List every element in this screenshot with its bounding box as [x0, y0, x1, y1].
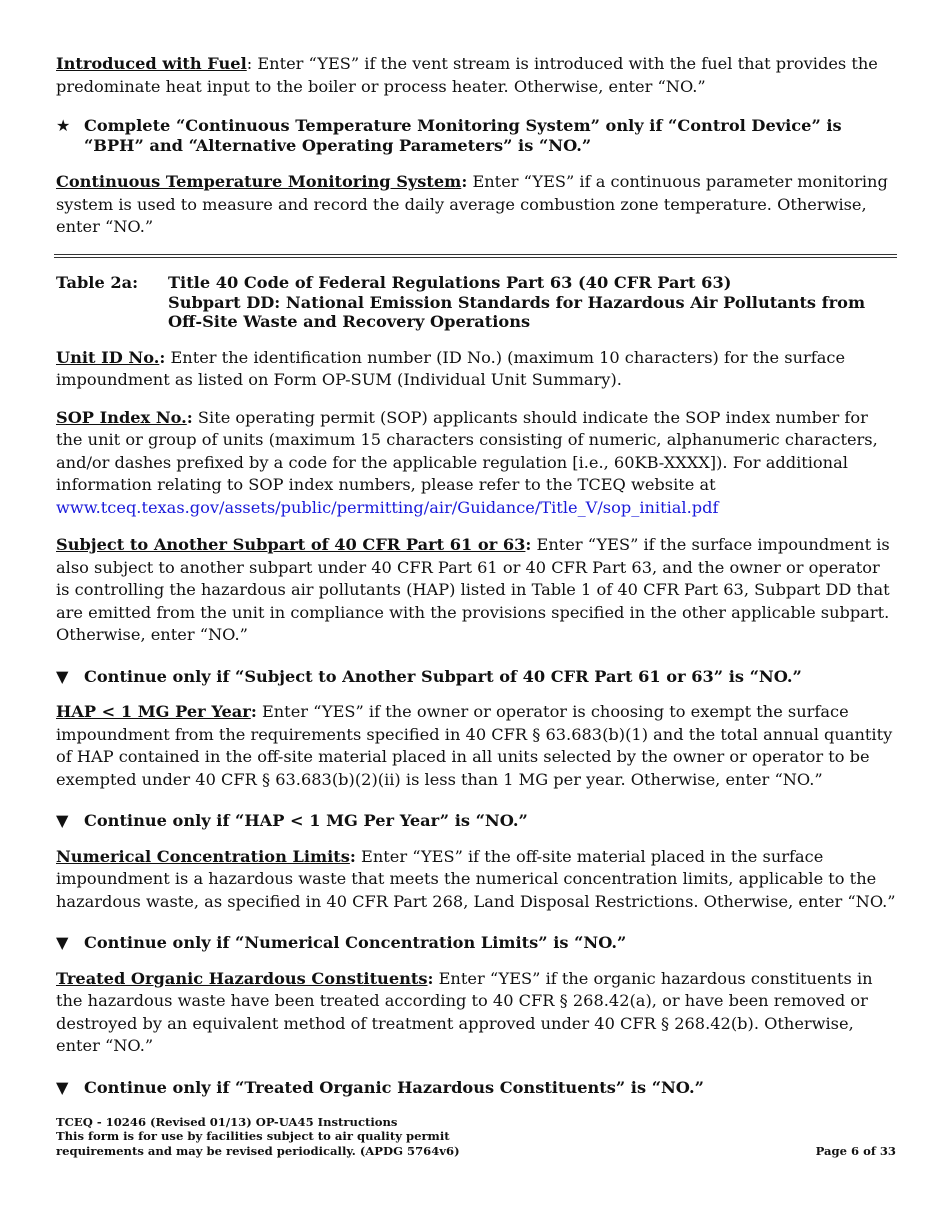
- table-heading: [56, 273, 896, 332]
- triangle-down-icon: ▼: [56, 811, 69, 830]
- term-introduced-with-fuel: Introduced with Fuel: [56, 54, 247, 73]
- hap-text: Enter “YES” if the owner or operator is choosing to exempt the surface impoundment from the requirements specified in 40 CFR § 63.683(b)(1) and the total annual quantity of HAP contained in the off-site material placed in all units selected by the owner or operator to be exempted under 40 CFR § 63.683(b)(2)(ii) is less than 1 MG per year. Otherwise, enter “NO.”: [56, 702, 893, 789]
- another-subpart-colon: :: [525, 535, 532, 554]
- triangle-down-icon: ▼: [56, 933, 69, 952]
- table-title: [168, 273, 865, 332]
- bullet-hap-text: Continue only if “HAP < 1 MG Per Year” is “NO.”: [84, 811, 528, 830]
- term-unit-id: Unit ID No.: [56, 347, 160, 367]
- table-2a-section: [56, 273, 896, 1097]
- footer-revision-note: requirements and may be revised periodically. (APDG 5764v6): [56, 1143, 460, 1158]
- triangle-down-icon: ▼: [56, 1077, 69, 1097]
- page-number: Page 6 of 33: [815, 1143, 896, 1158]
- table-title-line3: Off-Site Waste and Recovery Operations: [168, 312, 531, 331]
- table-label: Table 2a:: [56, 273, 139, 292]
- bullet-treated: [56, 1078, 896, 1098]
- term-hap: HAP < 1 MG Per Year: [56, 702, 251, 721]
- document-page: [56, 53, 896, 239]
- ctms-text: Enter “YES” if a continuous parameter monitoring system is used to measure and record the daily average combustion zone temperature. Otherwise, enter “NO.”: [56, 172, 888, 236]
- sop-index-text: Site operating permit (SOP) applicants should indicate the SOP index number for the unit or group of units (maximum 15 characters consisting of numeric, alphanumeric characters, and/or dashes prefixed by a code for the applicable regulation [i.e., 60KB-XXXX]). For additional information relating to SOP index numbers, please refer to the TCEQ website at: [56, 407, 878, 494]
- unit-id-paragraph: [56, 347, 896, 392]
- numerical-paragraph: [56, 846, 896, 914]
- term-sop-index: SOP Index No.: [56, 407, 187, 427]
- bullet-another-text: Continue only if “Subject to Another Subpart of 40 CFR Part 61 or 63” is “NO.”: [84, 666, 802, 686]
- bullet-ctms: [56, 116, 896, 155]
- term-another-subpart: Subject to Another Subpart of 40 CFR Part 61 or 63: [56, 535, 526, 554]
- table-title-line2: Subpart DD: National Emission Standards for Hazardous Air Pollutants from: [168, 292, 866, 312]
- star-icon: ★: [56, 116, 71, 135]
- bullet-numerical-text: Continue only if “Numerical Concentration Limits” is “NO.”: [84, 933, 627, 952]
- term-treated: Treated Organic Hazardous Constituents: [56, 968, 428, 988]
- ctms-paragraph: [56, 171, 896, 239]
- bullet-another-subpart: [56, 667, 896, 687]
- treated-colon: :: [427, 968, 434, 988]
- sop-index-paragraph: [56, 407, 896, 520]
- treated-text: Enter “YES” if the organic hazardous constituents in the hazardous waste have been treated according to 40 CFR § 268.42(a), or have been removed or destroyed by an equivalent method of treatment approved under 40 CFR § 268.42(b). Otherwise, enter “NO.”: [56, 968, 873, 1055]
- bullet-numerical: [56, 933, 896, 953]
- introduced-with-fuel-paragraph: [56, 53, 896, 98]
- another-subpart-text: Enter “YES” if the surface impoundment is also subject to another subpart under 40 CFR Part 61 or 40 CFR Part 63, and the owner or operator is controlling the hazardous air pollutants (HAP) listed in Table 1 of 40 CFR Part 63, Subpart DD that are emitted from the unit in compliance with the provisions specified in the other applicable subpart. Otherwise, enter “NO.”: [56, 535, 890, 644]
- term-numerical: Numerical Concentration Limits: [56, 846, 350, 866]
- sop-guidance-link[interactable]: www.tceq.texas.gov/assets/public/permitting/air/Guidance/Title_V/sop_initial.pdf: [56, 497, 719, 517]
- triangle-down-icon: ▼: [56, 666, 69, 686]
- another-subpart-paragraph: [56, 534, 896, 647]
- introduced-with-fuel-text: : Enter “YES” if the vent stream is introduced with the fuel that provides the predominate heat input to the boiler or process heater. Otherwise, enter “NO.”: [56, 54, 878, 96]
- hap-paragraph: [56, 701, 896, 791]
- numerical-colon: :: [349, 846, 356, 866]
- page-footer: [56, 1115, 896, 1158]
- bullet-hap: [56, 811, 896, 831]
- table-title-line1: Title 40 Code of Federal Regulations Part 63 (40 CFR Part 63): [168, 273, 732, 292]
- sop-index-colon: :: [186, 407, 193, 427]
- numerical-text: Enter “YES” if the off-site material placed in the surface impoundment is a hazardous waste that meets the numerical concentration limits, applicable to the hazardous waste, as specified in 40 CFR Part 268, Land Disposal Restrictions. Otherwise, enter “NO.”: [56, 846, 896, 911]
- section-divider: [54, 254, 897, 258]
- hap-colon: :: [250, 702, 257, 721]
- ctms-colon: :: [461, 172, 468, 191]
- term-ctms: Continuous Temperature Monitoring System: [56, 172, 462, 191]
- treated-paragraph: [56, 968, 896, 1058]
- footer-usage-note: This form is for use by facilities subject to air quality permit: [56, 1129, 450, 1144]
- bullet-treated-text: Continue only if “Treated Organic Hazardous Constituents” is “NO.”: [84, 1077, 704, 1097]
- unit-id-colon: :: [159, 347, 166, 367]
- unit-id-text: Enter the identification number (ID No.) (maximum 10 characters) for the surface impoundment as listed on Form OP-SUM (Individual Unit Summary).: [56, 347, 846, 389]
- bullet-ctms-text: Complete “Continuous Temperature Monitoring System” only if “Control Device” is “BPH” and “Alternative Operating Parameters” is “NO.”: [84, 116, 842, 155]
- footer-form-id: TCEQ - 10246 (Revised 01/13) OP-UA45 Instructions: [56, 1115, 398, 1129]
